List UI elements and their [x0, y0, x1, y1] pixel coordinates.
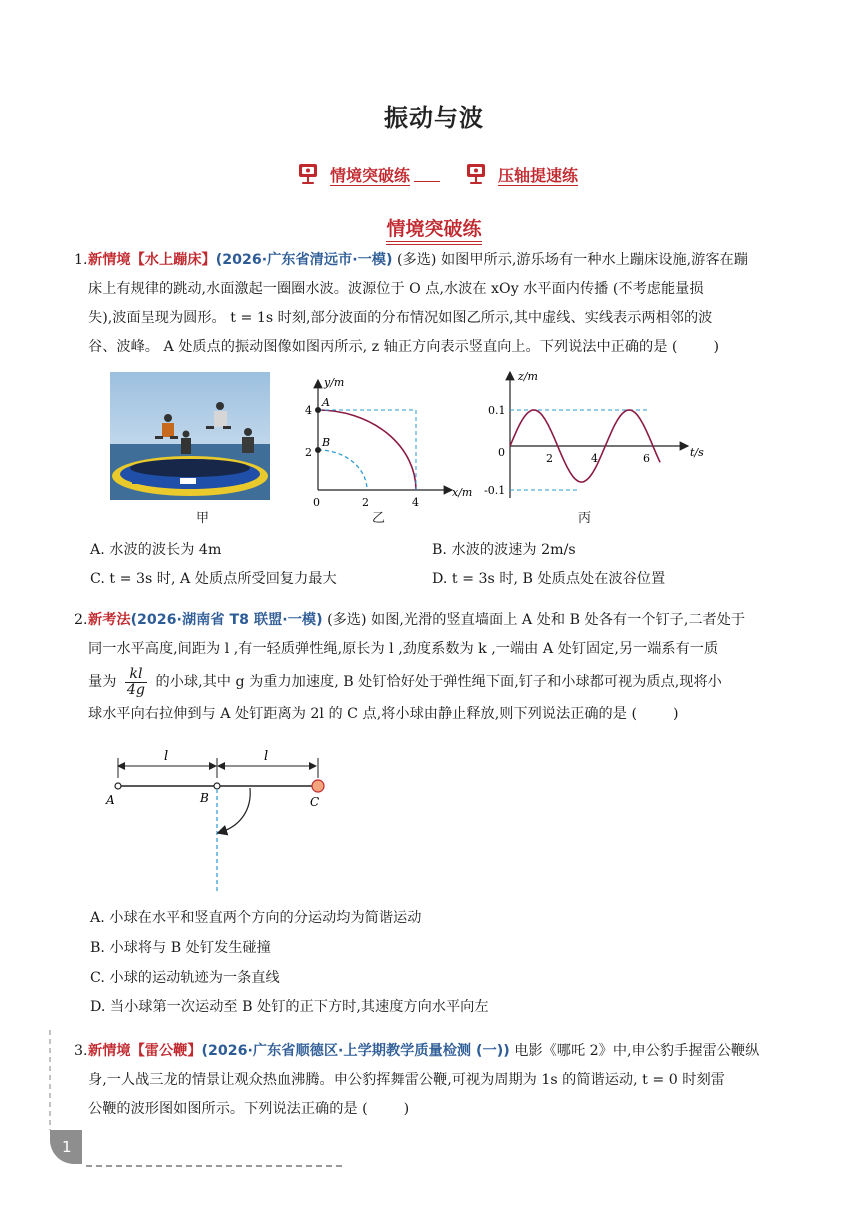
- point-a-label: A: [322, 396, 330, 409]
- question-text: 新考法(2026·湖南省 T8 联盟·一模) (多选) 如图,光滑的竖直墙面上 A 处和 B 处各有一个钉子,二者处于: [88, 612, 746, 628]
- option-b[interactable]: B. 水波的波速为 2m/s: [432, 542, 576, 558]
- z-axis-label: z/m: [518, 370, 538, 383]
- point-a-label: A: [106, 793, 115, 807]
- wavefront-diagram: [296, 372, 472, 512]
- question-number: 1.: [74, 252, 88, 268]
- nav-link-advanced[interactable]: [466, 160, 578, 188]
- elastic-rope-diagram: [100, 740, 340, 900]
- point-c-label: C: [310, 795, 320, 809]
- dimension-label: l: [264, 749, 269, 764]
- z-tick: 0: [498, 446, 505, 459]
- vibration-graph: [478, 366, 718, 506]
- question-text: 新情境【雷公鞭】(2026·广东省顺德区·上学期教学质量检测 (一)) 电影《哪吒 2》中,申公豹手握雷公鞭纵: [88, 1043, 760, 1059]
- option-c[interactable]: C. t = 3s 时, A 处质点所受回复力最大: [90, 571, 337, 587]
- ball-c: [312, 780, 324, 792]
- point-b-label: B: [322, 436, 331, 449]
- x-tick: 2: [362, 496, 369, 509]
- question-3: 3. 新情境【雷公鞭】(2026·广东省顺德区·上学期教学质量检测 (一)) 电影《哪吒 2》中,申公豹手握雷公鞭纵 身,一人战三龙的情景让观众热血沸腾。申公豹挥舞雷公鞭,可视为周期为 1s 的简谐运动, t = 0 时刻雷 公鞭的波形图如图所示。下列说法正确的是 ( ): [74, 1037, 808, 1124]
- option-c[interactable]: C. 小球的运动轨迹为一条直线: [90, 970, 280, 986]
- t-tick: 6: [643, 452, 650, 465]
- x-axis-label: x/m: [452, 486, 472, 499]
- nav-link-scenario[interactable]: [298, 160, 440, 188]
- underline-rule: [414, 167, 440, 182]
- question-1: 1. 新情境【水上蹦床】(2026·广东省清远市·一模) (多选) 如图甲所示,游乐场有一种水上蹦床设施,游客在蹦 床上有规律的跳动,水面激起一圈圈水波。波源位于 O 点,水波在 xOy 水平面内传播 (不考虑能量损 失),波面呈现为圆形。 t = 1s 时刻,部分波面的分布情况如图乙所示,其中虚线、实线表示两相邻的波 谷、波峰。 A 处质点的振动图像如图丙所示, z 轴正方向表示竖直向上。下列说法中正确的是 ( ): [74, 246, 808, 362]
- x-tick: 4: [412, 496, 419, 509]
- option-d[interactable]: D. 当小球第一次运动至 B 处钉的正下方时,其速度方向水平向左: [90, 999, 489, 1015]
- pin-icon: [466, 163, 486, 185]
- question-text: 新情境【水上蹦床】(2026·广东省清远市·一模) (多选) 如图甲所示,游乐场有一种水上蹦床设施,游客在蹦: [88, 252, 748, 268]
- t-tick: 4: [591, 452, 598, 465]
- x-tick: 0: [313, 496, 320, 509]
- page-number: 1: [62, 1138, 72, 1156]
- figure-label-jia: 甲: [196, 511, 210, 526]
- trough-arc: [318, 450, 367, 490]
- trampoline-photo: [110, 372, 270, 500]
- option-a[interactable]: A. 小球在水平和竖直两个方向的分运动均为简谐运动: [90, 910, 422, 926]
- point-a: [315, 407, 321, 413]
- pin-icon: [298, 163, 318, 185]
- section-title: 情境突破练: [0, 214, 868, 241]
- figure-label-yi: 乙: [372, 511, 386, 526]
- t-axis-label: t/s: [690, 446, 704, 459]
- crest-arc: [318, 410, 416, 490]
- question-number: 2.: [74, 612, 88, 628]
- motion-arrow: [221, 788, 250, 832]
- question-number: 3.: [74, 1043, 88, 1059]
- z-tick: -0.1: [484, 484, 506, 497]
- nail-a: [115, 783, 121, 789]
- z-tick: 0.1: [488, 404, 506, 417]
- nail-b: [214, 783, 220, 789]
- page-corner-decoration: [44, 1030, 354, 1175]
- point-b: [315, 447, 321, 453]
- fraction: $\frac{kl}{4g}$: [126, 665, 146, 698]
- nav-label: 情境突破练: [330, 165, 411, 185]
- y-tick: 4: [305, 404, 312, 417]
- t-tick: 2: [546, 452, 553, 465]
- section-nav: [0, 160, 868, 190]
- page-title: 振动与波: [384, 104, 484, 132]
- dimension-label: l: [164, 749, 169, 764]
- question-2: 2. 新考法(2026·湖南省 T8 联盟·一模) (多选) 如图,光滑的竖直墙面上 A 处和 B 处各有一个钉子,二者处于 同一水平高度,间距为 l ,有一轻质弹性绳,原长为 l ,劲度系数为 k ,一端由 A 处钉固定,另一端系有一质 量为 $\frac{kl}{4g}$ 的小球,其中 g 为重力加速度, B 处钉恰好处于弹性绳下面,钉子和小球都可视为质点,现将小 球水平向右拉伸到与 A 处钉距离为 2l 的 C 点,将小球由静止释放,则下列说法正确的是 ( ): [74, 606, 808, 729]
- nav-label: 压轴提速练: [498, 165, 579, 185]
- option-b[interactable]: B. 小球将与 B 处钉发生碰撞: [90, 940, 271, 956]
- figure-label-bing: 丙: [578, 511, 592, 526]
- y-tick: 2: [305, 446, 312, 459]
- y-axis-label: y/m: [324, 376, 345, 389]
- option-a[interactable]: A. 水波的波长为 4m: [90, 542, 222, 558]
- point-b-label: B: [200, 791, 209, 805]
- option-d[interactable]: D. t = 3s 时, B 处质点处在波谷位置: [432, 571, 666, 587]
